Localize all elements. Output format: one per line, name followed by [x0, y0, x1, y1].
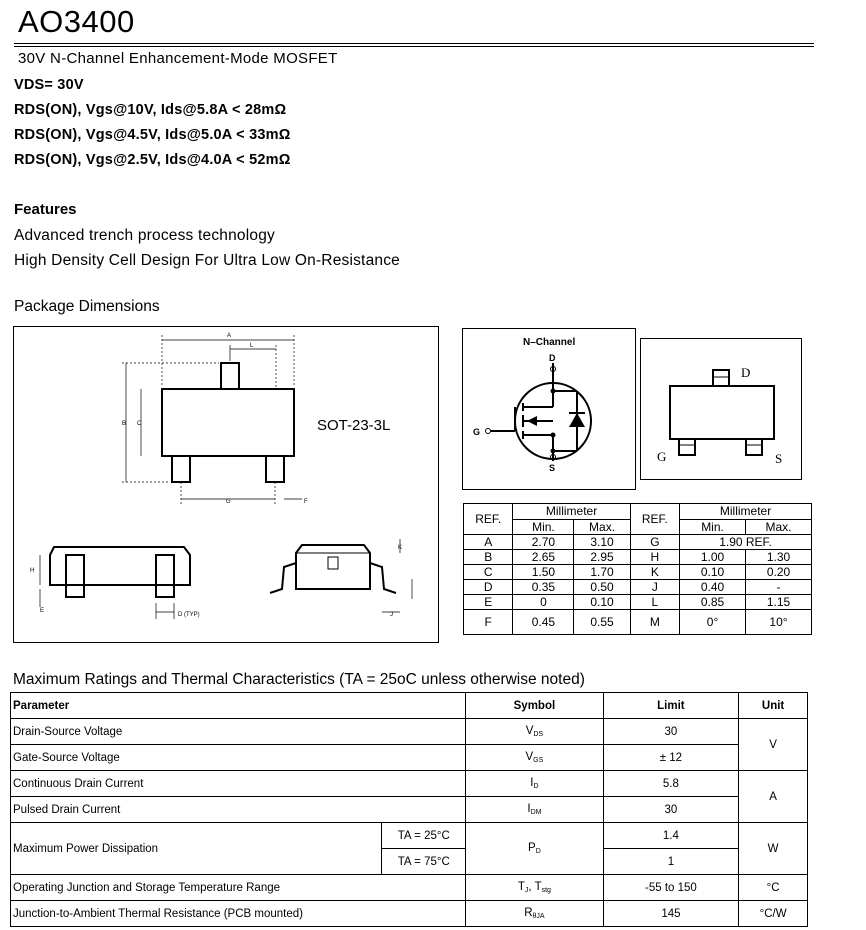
limit-cell: 30 [603, 797, 738, 823]
package-outline-drawing [14, 327, 438, 642]
param-cell: Junction-to-Ambient Thermal Resistance (PCB mounted) [11, 901, 466, 927]
max-cell: 0.10 [574, 595, 630, 610]
limit-cell: ± 12 [603, 745, 738, 771]
symbol-header: Symbol [466, 693, 604, 719]
min-cell: 0° [680, 610, 746, 635]
symbol-cell: $I_{DM}$ [466, 797, 604, 823]
dim-label-g: G [226, 499, 231, 505]
limit-cell: 145 [603, 901, 738, 927]
spec-vds: VDS= 30V [14, 77, 84, 93]
package-drawing [13, 326, 439, 643]
max-cell: 0.20 [745, 565, 811, 580]
min-cell: 0 [513, 595, 574, 610]
limit-cell: 1 [603, 849, 738, 875]
spec-rds-2v5: RDS(ON), Vgs@2.5V, Ids@4.0A < 52mΩ [14, 152, 291, 168]
max-cell: 3.10 [574, 535, 630, 550]
table-row [11, 823, 808, 849]
table-row [464, 550, 812, 565]
min-header: Min. [680, 519, 746, 535]
dim-label-h: H [30, 568, 35, 574]
sot23-pinout [640, 338, 802, 480]
min-header: Min. [513, 519, 574, 535]
min-cell: 2.70 [513, 535, 574, 550]
symbol-cell: $I_D$ [466, 771, 604, 797]
dim-label-k: K [398, 545, 403, 551]
max-header: Max. [574, 519, 630, 535]
package-type-label: SOT-23-3L [317, 417, 391, 434]
min-cell: 0.85 [680, 595, 746, 610]
symbol-cell: $V_{GS}$ [466, 745, 604, 771]
ref-cell: B [464, 550, 513, 565]
ref-cell: E [464, 595, 513, 610]
dim-label-b: B [122, 421, 127, 427]
min-cell: 2.65 [513, 550, 574, 565]
max-cell: - [745, 580, 811, 595]
parameter-header: Parameter [11, 693, 466, 719]
max-ratings-table [10, 692, 808, 927]
title-divider [14, 43, 814, 47]
dim-label-f: F [304, 499, 308, 505]
ref-cell: C [464, 565, 513, 580]
features-heading: Features [14, 201, 77, 218]
pin-d-label: D [741, 365, 751, 380]
sot23-pinout-icon [641, 339, 801, 479]
spec-rds-10v: RDS(ON), Vgs@10V, Ids@5.8A < 28mΩ [14, 102, 287, 118]
dim-label-e: E [40, 608, 45, 614]
table-row [11, 745, 808, 771]
symbol-cell: $V_{DS}$ [466, 719, 604, 745]
param-cell: Drain-Source Voltage [11, 719, 466, 745]
min-cell: 1.50 [513, 565, 574, 580]
condition-cell: TA = 75°C [382, 849, 466, 875]
ref-cell: L [630, 595, 679, 610]
table-row [464, 610, 812, 635]
max-cell: 2.95 [574, 550, 630, 565]
millimeter-header: Millimeter [513, 504, 630, 520]
unit-cell: °C/W [739, 901, 808, 927]
max-cell: 1.15 [745, 595, 811, 610]
unit-cell: °C [739, 875, 808, 901]
dim-label-a: A [227, 333, 232, 339]
table-row [11, 901, 808, 927]
symbol-cell: $P_D$ [466, 823, 604, 875]
n-channel-symbol [462, 328, 636, 490]
ref-cell: G [630, 535, 679, 550]
max-cell: 1.70 [574, 565, 630, 580]
limit-cell: 30 [603, 719, 738, 745]
symbol-cell: $R_{\theta JA}$ [466, 901, 604, 927]
dim-label-d: D (TYP) [178, 612, 200, 618]
param-cell: Continuous Drain Current [11, 771, 466, 797]
feature-item: Advanced trench process technology [14, 227, 275, 244]
unit-cell: W [739, 823, 808, 875]
spec-rds-4v5: RDS(ON), Vgs@4.5V, Ids@5.0A < 33mΩ [14, 127, 291, 143]
feature-item: High Density Cell Design For Ultra Low On-Resistance [14, 252, 400, 269]
param-cell: Gate-Source Voltage [11, 745, 466, 771]
max-cell: 1.30 [745, 550, 811, 565]
ref-cell: H [630, 550, 679, 565]
param-cell: Maximum Power Dissipation [11, 823, 382, 875]
table-row [464, 535, 812, 550]
table-row [464, 565, 812, 580]
min-cell: 1.00 [680, 550, 746, 565]
min-cell: 1.90 REF. [680, 535, 812, 550]
limit-header: Limit [603, 693, 738, 719]
mosfet-symbol-icon [463, 329, 635, 489]
table-row [11, 875, 808, 901]
max-cell: 0.50 [574, 580, 630, 595]
subtitle: 30V N-Channel Enhancement-Mode MOSFET [18, 50, 338, 67]
pin-g-label: G [657, 449, 667, 464]
ref-header: REF. [464, 504, 513, 535]
ref-cell: F [464, 610, 513, 635]
limit-cell: 1.4 [603, 823, 738, 849]
ref-header: REF. [630, 504, 679, 535]
max-cell: 10° [745, 610, 811, 635]
ref-cell: J [630, 580, 679, 595]
drain-label: D [549, 353, 556, 363]
unit-header: Unit [739, 693, 808, 719]
limit-cell: 5.8 [603, 771, 738, 797]
max-cell: 0.55 [574, 610, 630, 635]
gate-label: G [473, 427, 481, 437]
dim-label-j: J [390, 612, 393, 618]
param-cell: Operating Junction and Storage Temperature Range [11, 875, 466, 901]
dimension-table [463, 503, 812, 635]
ref-cell: K [630, 565, 679, 580]
n-channel-title: N–Channel [523, 337, 576, 348]
millimeter-header: Millimeter [680, 504, 812, 520]
ref-cell: A [464, 535, 513, 550]
dim-label-c: C [137, 421, 142, 427]
condition-cell: TA = 25°C [382, 823, 466, 849]
max-ratings-heading: Maximum Ratings and Thermal Characteristics (TA = 25oC unless otherwise noted) [13, 671, 585, 688]
package-heading: Package Dimensions [14, 298, 160, 315]
page-title: AO3400 [18, 4, 135, 39]
min-cell: 0.45 [513, 610, 574, 635]
ref-cell: D [464, 580, 513, 595]
param-cell: Pulsed Drain Current [11, 797, 466, 823]
table-row [11, 771, 808, 797]
min-cell: 0.40 [680, 580, 746, 595]
limit-cell: -55 to 150 [603, 875, 738, 901]
table-row [11, 797, 808, 823]
min-cell: 0.35 [513, 580, 574, 595]
unit-cell: A [739, 771, 808, 823]
pin-s-label: S [775, 451, 783, 466]
min-cell: 0.10 [680, 565, 746, 580]
unit-cell: V [739, 719, 808, 771]
source-label: S [549, 463, 556, 473]
symbol-cell: $T_J$, $T_{stg}$ [466, 875, 604, 901]
table-row [11, 719, 808, 745]
ref-cell: M [630, 610, 679, 635]
table-row [464, 595, 812, 610]
table-row [464, 580, 812, 595]
dim-label-l: L [250, 343, 254, 349]
max-header: Max. [745, 519, 811, 535]
